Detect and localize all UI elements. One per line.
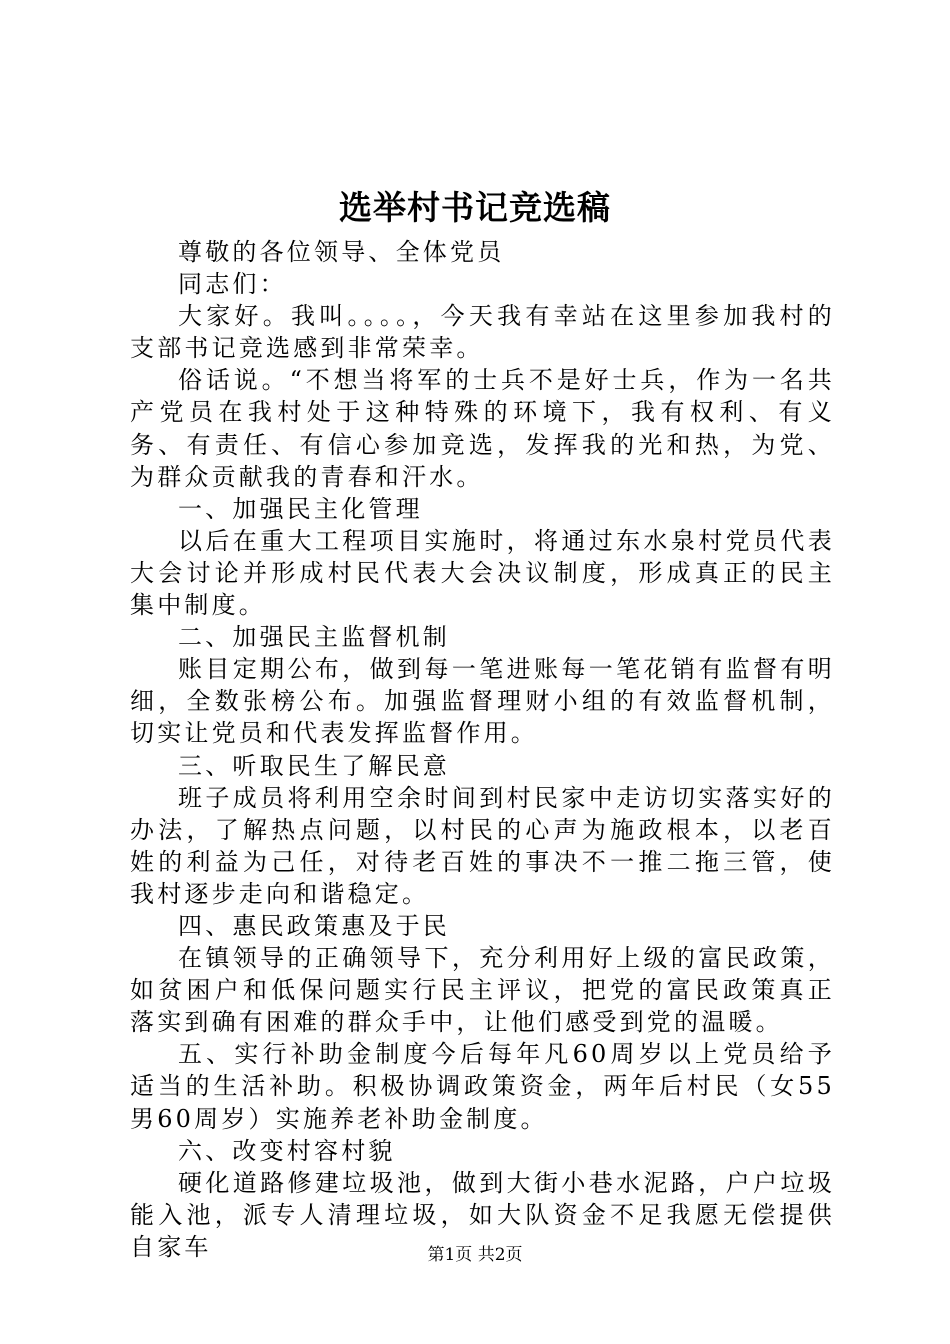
paragraph-section-4: 在镇领导的正确领导下，充分利用好上级的富民政策，如贫困户和低保问题实行民主评议，把党的富民政策真正落实到确有困难的群众手中，让他们感受到党的温暖。	[130, 944, 835, 1037]
document-body	[130, 236, 835, 1263]
salutation-line: 尊敬的各位领导、全体党员	[178, 238, 505, 266]
salutation-comrades: 同志们：	[178, 270, 287, 299]
page-number-footer: 第1页 共2页	[427, 1245, 523, 1265]
paragraph-section-1: 以后在重大工程项目实施时，将通过东水泉村党员代表大会讨论并形成村民代表大会决议制度，形成真正的民主集中制度。	[130, 526, 835, 620]
section-heading-2: 二、加强民主监督机制	[178, 623, 450, 652]
paragraph-section-3: 班子成员将利用空余时间到村民家中走访切实落实好的办法，了解热点问题，以村民的心声为施政根本，以老百姓的利益为己任，对待老百姓的事决不一推二拖三管，使我村逐步走向和谐稳定。	[130, 783, 835, 908]
paragraph-section-6: 硬化道路修建垃圾池，做到大街小巷水泥路，户户垃圾能入池，派专人清理垃圾，如大队资金不足我愿无偿提供自家车	[130, 1168, 835, 1261]
section-heading-6: 六、改变村容村貌	[178, 1136, 396, 1165]
section-heading-4: 四、惠民政策惠及于民	[178, 911, 450, 940]
section-heading-1: 一、加强民主化管理	[178, 494, 423, 523]
section-heading-3: 三、听取民生了解民意	[178, 751, 450, 780]
paragraph-motivation: 俗话说。“不想当将军的士兵不是好士兵，作为一名共产党员在我村处于这种特殊的环境下，我有权利、有义务、有责任、有信心参加竞选，发挥我的光和热，为党、为群众贡献我的青春和汗水。	[130, 366, 835, 491]
paragraph-section-2: 账目定期公布，做到每一笔进账每一笔花销有监督有明细，全数张榜公布。加强监督理财小组的有效监督机制，切实让党员和代表发挥监督作用。	[130, 655, 835, 748]
paragraph-greeting: 大家好。我叫。。。。，今天我有幸站在这里参加我村的支部书记竞选感到非常荣幸。	[130, 302, 835, 363]
document-title: 选举村书记竞选稿	[339, 188, 611, 227]
paragraph-section-5: 五、实行补助金制度今后每年凡60周岁以上党员给予适当的生活补助。积极协调政策资金，两年后村民（女55男60周岁）实施养老补助金制度。	[130, 1040, 835, 1133]
